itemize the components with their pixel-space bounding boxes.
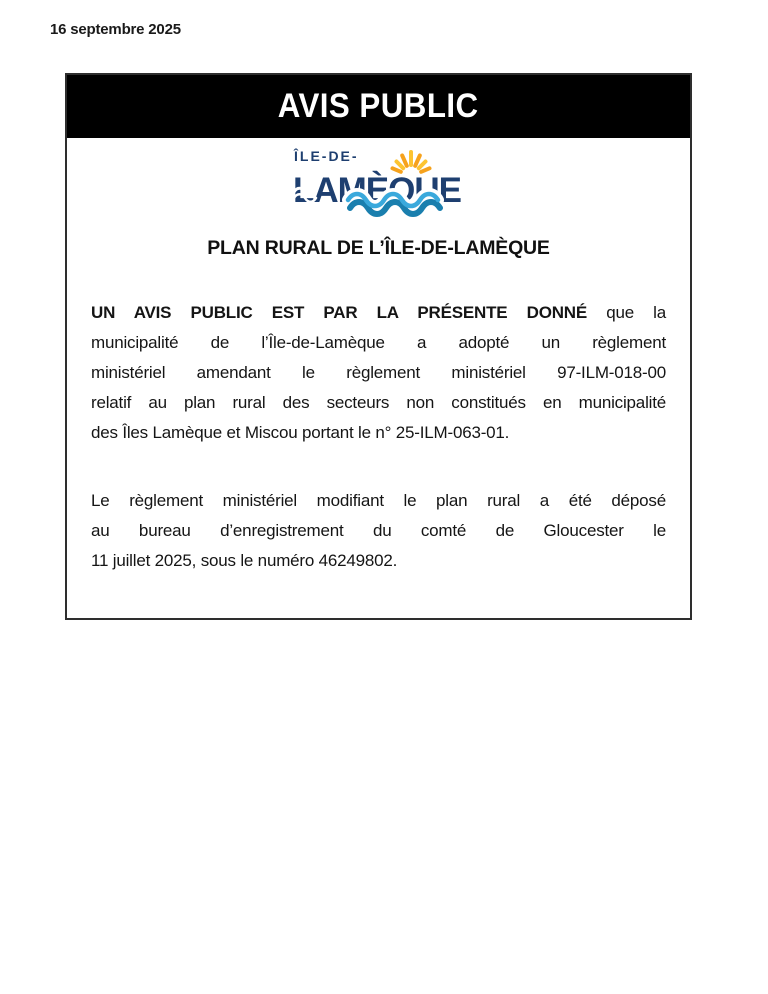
paragraph-1 [91,298,666,448]
notice-box [65,73,692,620]
date-text: 16 septembre 2025 [50,21,181,38]
text-line: Le règlement ministériel modifiant le plan rural a été déposé [91,491,666,510]
text-line: UN AVIS PUBLIC EST PAR LA PRÉSENTE DONNÉ que la [91,303,666,322]
text-line: 11 juillet 2025, sous le numéro 46249802. [91,551,398,570]
notice-title: PLAN RURAL DE L’ÎLE-DE-LAMÈQUE [207,237,550,259]
text-line: des Îles Lamèque et Miscou portant le n° 25-ILM-063-01. [91,423,510,442]
wave-icon [348,194,440,214]
text-line: relatif au plan rural des secteurs non constitués en municipalité [91,393,666,412]
text-line: ministériel amendant le règlement ministériel 97-ILM-018-00 [91,363,666,382]
text-line: municipalité de l’Île-de-Lamèque a adopté un règlement [91,333,666,352]
paragraph-2 [91,486,666,576]
notice-header-bar [67,75,690,138]
box-bottom-spacer [67,576,690,618]
logo-main-text: LAMÈQUE [292,171,461,210]
lameque-logo-graphic [290,146,468,218]
lameque-logo [67,146,690,218]
text-line: au bureau d’enregistrement du comté de Gloucester le [91,521,666,540]
logo-top-text: ÎLE-DE- [293,148,359,164]
notice-header-title: AVIS PUBLIC [278,87,479,125]
